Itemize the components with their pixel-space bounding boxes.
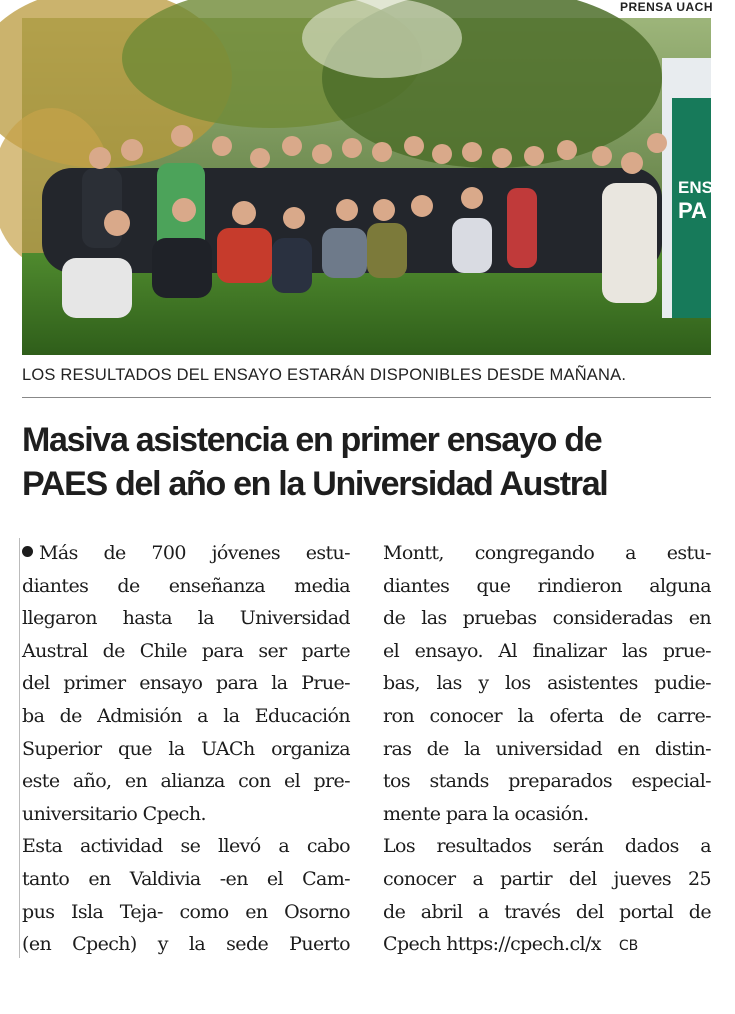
body-line: de las pruebas consideradas en (383, 607, 711, 630)
photo-credit: PRENSA UACH (619, 0, 713, 14)
body-column-left (22, 537, 350, 961)
body-line: pus Isla Teja- como en Osorno (22, 900, 350, 923)
body-line: ras de la universidad en distin- (383, 737, 711, 760)
divider (22, 397, 711, 398)
body-line: diantes que rindieron alguna (383, 574, 711, 597)
body-line: Más de 700 jóvenes estu- (22, 537, 350, 570)
body-line: llegaron hasta la Universidad (22, 607, 350, 630)
end-mark-icon: CB (618, 938, 639, 955)
body-line: este año, en alianza con el pre- (22, 770, 350, 793)
bullet-icon (22, 546, 33, 557)
headline-line-1: Masiva asistencia en primer ensayo de (22, 421, 602, 459)
body-line: universitario Cpech. (22, 802, 206, 825)
body-line: de abril a través del portal de (383, 900, 711, 923)
body-line: Los resultados serán dados a (383, 835, 711, 858)
body-line: bas, las y los asistentes pudie- (383, 672, 711, 695)
body-line: (en Cpech) y la sede Puerto (22, 933, 350, 956)
group-photo (22, 18, 726, 355)
body-line: Austral de Chile para ser parte (22, 639, 350, 662)
body-line: Cpech https://cpech.cl/x CB (383, 933, 639, 956)
photo-caption: LOS RESULTADOS DEL ENSAYO ESTARÁN DISPONIBLES DESDE MAÑANA. (22, 366, 627, 384)
body-line: mente para la ocasión. (383, 802, 589, 825)
headline (22, 418, 711, 506)
body-line: Montt, congregando a estu- (383, 542, 711, 564)
body-line: diantes de enseñanza media (22, 574, 350, 597)
body-line: Esta actividad se llevó a cabo (22, 835, 350, 858)
headline-line-2: PAES del año en la Universidad Austral (22, 465, 608, 503)
left-margin-rule (19, 538, 20, 958)
body-line: ba de Admisión a la Educación (22, 704, 350, 727)
body-line: tos stands preparados especial- (383, 770, 711, 793)
body-line: ron conocer la oferta de carre- (383, 704, 711, 727)
body-column-right (383, 537, 711, 961)
body-line: conocer a partir del jueves 25 (383, 867, 711, 890)
body-line: tanto en Valdivia -en el Cam- (22, 867, 350, 890)
banner-text-2: PA (678, 198, 707, 223)
body-line: Superior que la UACh organiza (22, 737, 350, 760)
body-line: el ensayo. Al finalizar las prue- (383, 639, 711, 662)
banner-text-1: ENSA (678, 178, 726, 197)
body-line: del primer ensayo para la Prue- (22, 672, 350, 695)
